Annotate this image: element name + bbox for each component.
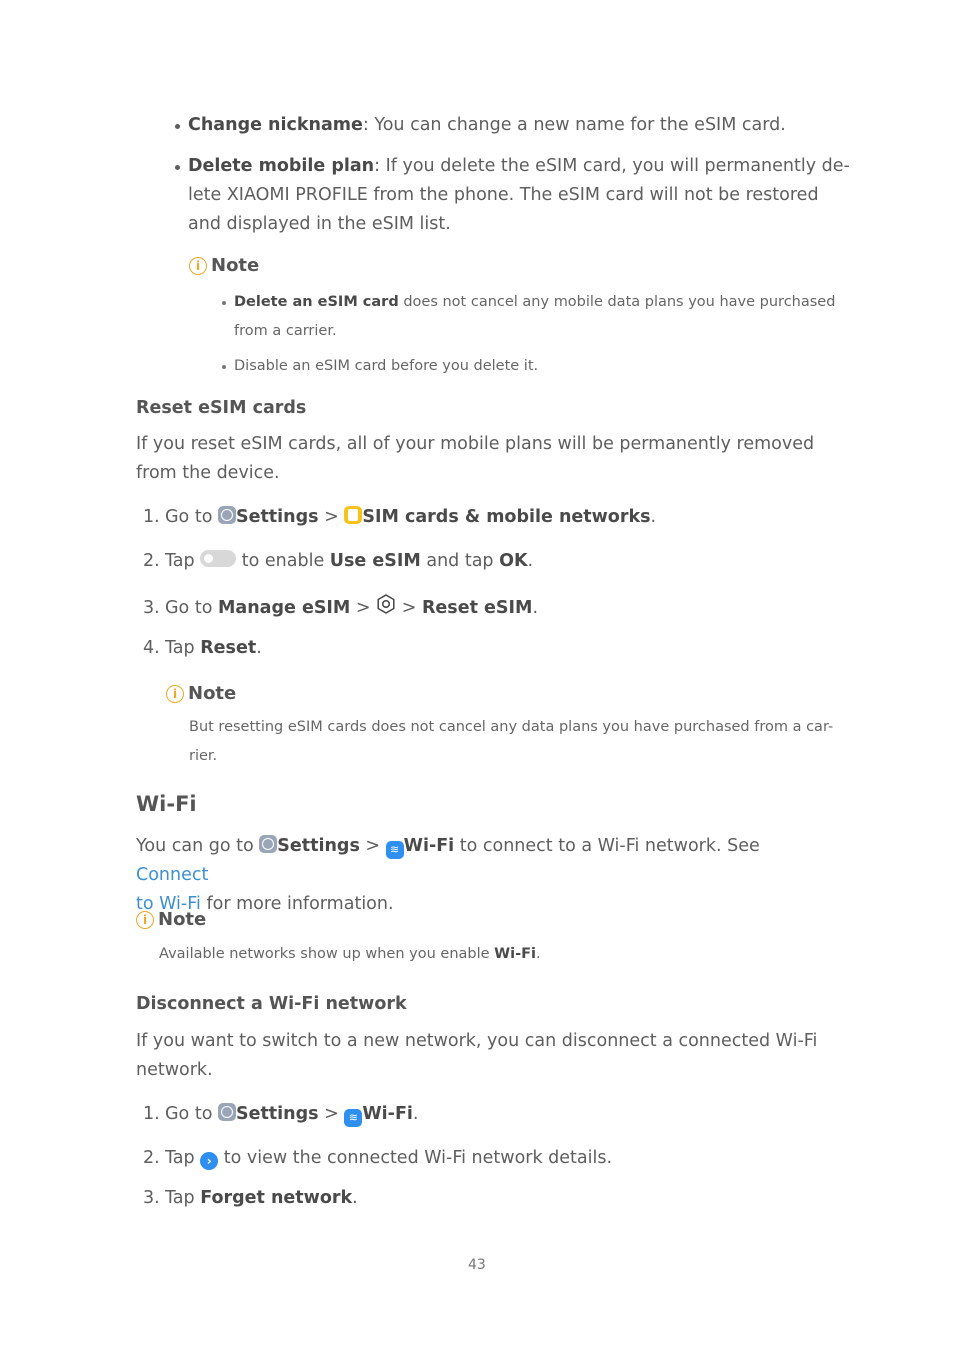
step-end: . — [532, 598, 539, 618]
bullet-dot — [222, 301, 226, 305]
reset-paragraph — [136, 430, 814, 488]
section-heading-reset-esim: Reset eSIM cards — [136, 398, 307, 418]
info-icon: i — [166, 685, 184, 703]
step-number: 2. — [143, 551, 160, 571]
reset-step-1 — [143, 503, 656, 532]
chevron-right-icon: › — [200, 1152, 218, 1170]
wifi-intro-text: for more information. — [200, 894, 394, 914]
wifi-note-end: . — [536, 946, 541, 962]
note-item — [234, 352, 538, 381]
step-separator: > — [396, 598, 422, 618]
disconnect-step-1 — [143, 1100, 418, 1129]
step-end: . — [527, 551, 534, 571]
reset-paragraph-line2: from the device. — [136, 463, 280, 483]
reset-paragraph-line1: If you reset eSIM cards, all of your mobile plans will be permanently removed — [136, 434, 815, 454]
step-separator: > — [318, 1104, 345, 1124]
forget-network-text: Forget network — [200, 1188, 353, 1208]
disconnect-paragraph-line2: network. — [136, 1060, 213, 1080]
note-item — [234, 288, 835, 346]
reset-text: Reset — [200, 638, 257, 658]
disconnect-step-2 — [143, 1144, 612, 1173]
section-heading-disconnect: Disconnect a Wi-Fi network — [136, 994, 407, 1014]
wifi-link-text: Wi-Fi — [362, 1104, 413, 1124]
step-text: Tap — [165, 551, 201, 571]
wifi-note-text — [159, 940, 541, 969]
ok-text: OK — [499, 551, 528, 571]
note-heading — [136, 909, 206, 930]
sim-networks-text: SIM cards & mobile networks — [362, 507, 651, 527]
step-number: 1. — [143, 507, 160, 527]
note-label: Note — [158, 909, 207, 930]
note-heading — [166, 683, 236, 704]
step-text: to view the connected Wi-Fi network details. — [218, 1148, 613, 1168]
reset-step-2 — [143, 547, 533, 576]
note-heading — [189, 255, 259, 276]
info-icon: i — [136, 911, 154, 929]
note-label: Note — [211, 255, 260, 276]
step-end: . — [352, 1188, 358, 1208]
bullet-bold: Change nickname — [188, 115, 363, 135]
toggle-switch-icon — [200, 550, 236, 567]
use-esim-text: Use eSIM — [329, 551, 421, 571]
page-number: 43 — [468, 1257, 486, 1273]
step-text: Go to — [165, 1104, 218, 1124]
reset-note-line2: rier. — [189, 748, 218, 764]
gear-icon — [376, 594, 396, 614]
settings-link-text: Settings — [235, 1104, 319, 1124]
step-text: and tap — [420, 551, 500, 571]
wifi-icon: ≋ — [344, 1109, 362, 1127]
step-text: Tap — [165, 1148, 201, 1168]
settings-icon — [259, 835, 277, 853]
wifi-note-text-part: Available networks show up when you enable — [159, 946, 495, 962]
disconnect-paragraph-line1: If you want to switch to a new network, you can disconnect a connected Wi-Fi — [136, 1031, 818, 1051]
wifi-intro-text: You can go to — [136, 836, 260, 856]
step-separator: > — [318, 507, 345, 527]
note-item-text: does not cancel any mobile data plans you have purchased — [398, 294, 836, 310]
note-item-text: Disable an eSIM card before you delete it. — [234, 358, 539, 374]
bullet-change-nickname — [188, 111, 786, 140]
step-number: 3. — [143, 598, 160, 618]
wifi-intro — [136, 832, 826, 919]
bullet-dot — [222, 365, 226, 369]
manage-esim-text: Manage eSIM — [217, 598, 351, 618]
settings-icon — [218, 1103, 236, 1121]
step-number: 4. — [143, 638, 160, 658]
wifi-icon: ≋ — [386, 841, 404, 859]
reset-step-4 — [143, 634, 262, 663]
step-separator: > — [359, 836, 386, 856]
settings-icon — [218, 506, 236, 524]
reset-step-3 — [143, 594, 538, 623]
note-item-bold: Delete an eSIM card — [234, 294, 399, 310]
step-text: Tap — [165, 638, 201, 658]
bullet-text: : You can change a new name for the eSIM card. — [362, 115, 786, 135]
reset-note-text — [189, 713, 833, 771]
step-end: . — [256, 638, 262, 658]
disconnect-paragraph — [136, 1027, 817, 1085]
bullet-text: : If you delete the eSIM card, you will permanently de- — [374, 156, 850, 176]
connect-to-wifi-link[interactable]: Connect — [136, 865, 209, 885]
settings-link-text: Settings — [277, 836, 360, 856]
info-icon: i — [189, 257, 207, 275]
step-number: 3. — [143, 1188, 160, 1208]
step-text: Tap — [165, 1188, 201, 1208]
step-text: to enable — [236, 551, 330, 571]
step-end: . — [650, 507, 657, 527]
step-end: . — [412, 1104, 419, 1124]
step-text: Go to — [165, 507, 218, 527]
step-separator: > — [350, 598, 377, 618]
bullet-dot — [175, 124, 180, 129]
note-label: Note — [188, 683, 237, 704]
bullet-delete-mobile-plan — [188, 152, 850, 239]
settings-link-text: Settings — [235, 507, 319, 527]
bullet-bold: Delete mobile plan — [188, 156, 375, 176]
sim-card-icon — [344, 506, 362, 524]
wifi-intro-text: to connect to a Wi-Fi network. See — [454, 836, 760, 856]
bullet-dot — [175, 165, 180, 170]
step-text: Go to — [165, 598, 218, 618]
bullet-text-line3: and displayed in the eSIM list. — [188, 214, 451, 234]
bullet-text-line2: lete XIAOMI PROFILE from the phone. The eSIM card will not be restored — [188, 185, 819, 205]
wifi-note-bold: Wi-Fi — [494, 946, 537, 962]
reset-note-line1: But resetting eSIM cards does not cancel any data plans you have purchased from a car- — [189, 719, 834, 735]
section-heading-wifi: Wi-Fi — [136, 792, 197, 816]
note-item-text-line2: from a carrier. — [234, 323, 337, 339]
step-number: 2. — [143, 1148, 160, 1168]
disconnect-step-3 — [143, 1184, 358, 1213]
step-number: 1. — [143, 1104, 160, 1124]
connect-to-wifi-link[interactable]: to Wi-Fi — [136, 894, 201, 914]
reset-esim-text: Reset eSIM — [421, 598, 533, 618]
wifi-link-text: Wi-Fi — [403, 836, 455, 856]
